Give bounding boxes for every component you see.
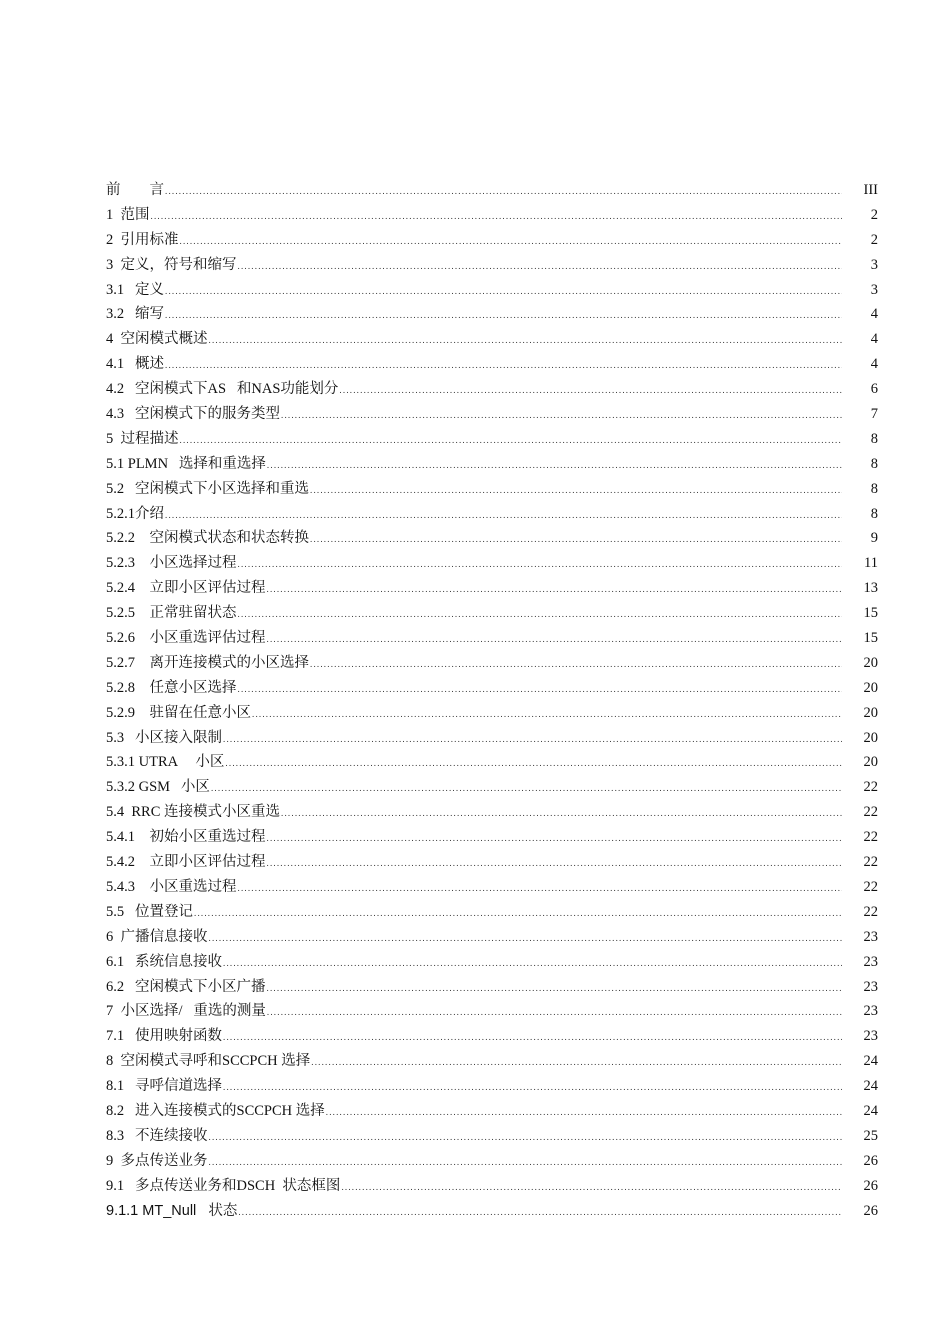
toc-entry-page: 20 — [863, 679, 878, 696]
toc-entry[interactable] — [106, 477, 880, 502]
toc-entry-page: 2 — [870, 231, 878, 248]
toc-entry[interactable] — [106, 601, 880, 626]
toc-entry-title: 8.3 不连续接收 — [106, 1127, 208, 1144]
toc-entry-title: 5.2.5 正常驻留状态 — [106, 605, 237, 622]
toc-entry-page: 7 — [870, 406, 878, 423]
toc-entry-page: 23 — [863, 1028, 878, 1045]
toc-leader-dots — [211, 776, 842, 801]
toc-entry-page: 24 — [863, 1102, 878, 1119]
toc-leader-dots — [223, 1025, 842, 1050]
toc-entry[interactable] — [106, 1024, 880, 1049]
toc-entry-page: 8 — [870, 480, 878, 497]
toc-entry-title: 7.1 使用映射函数 — [106, 1028, 222, 1045]
toc-entry[interactable] — [106, 228, 880, 253]
toc-entry-page: 26 — [863, 1177, 878, 1194]
toc-leader-dots — [223, 951, 842, 976]
toc-entry-page: 8 — [870, 455, 878, 472]
toc-entry[interactable] — [106, 775, 880, 800]
toc-entry-title: 5.5 位置登记 — [106, 903, 193, 920]
toc-entry[interactable] — [106, 999, 880, 1024]
toc-entry-title: 5.3.2 GSM 小区 — [106, 779, 210, 796]
toc-entry-title: 5.2.3 小区选择过程 — [106, 555, 237, 572]
toc-entry-title: 8.2 进入连接模式的SCCPCH 选择 — [106, 1102, 325, 1119]
toc-entry-page: 4 — [870, 306, 878, 323]
toc-leader-dots — [209, 1125, 843, 1150]
toc-entry-page: 9 — [870, 530, 878, 547]
toc-entry[interactable] — [106, 1074, 880, 1099]
toc-entry-title: 9 多点传送业务 — [106, 1152, 208, 1169]
toc-entry-title: 4.2 空闲模式下AS 和NAS功能划分 — [106, 381, 339, 398]
toc-entry[interactable] — [106, 676, 880, 701]
toc-entry-page: 26 — [863, 1152, 878, 1169]
toc-entry-title: 3.2 缩写 — [106, 306, 164, 323]
toc-leader-dots — [281, 801, 842, 826]
toc-leader-dots — [165, 279, 842, 304]
toc-entry-title: 2 引用标准 — [106, 231, 179, 248]
toc-leader-dots — [209, 926, 843, 951]
toc-entry[interactable] — [106, 950, 880, 975]
toc-entry-title: 8.1 寻呼信道选择 — [106, 1078, 222, 1095]
toc-entry-title: 8 空闲模式寻呼和SCCPCH 选择 — [106, 1053, 311, 1070]
toc-entry-title: 5.4.2 立即小区评估过程 — [106, 854, 266, 871]
toc-entry-title: 5.3.1 UTRA 小区 — [106, 754, 225, 771]
toc-entry-page: 25 — [863, 1127, 878, 1144]
toc-entry[interactable] — [106, 726, 880, 751]
toc-leader-dots — [165, 503, 842, 528]
toc-entry-page: 4 — [870, 331, 878, 348]
toc-entry[interactable] — [106, 452, 880, 477]
toc-leader-dots — [165, 303, 842, 328]
toc-leader-dots — [209, 328, 843, 353]
toc-entry[interactable] — [106, 626, 880, 651]
toc-leader-dots — [267, 851, 843, 876]
toc-entry-page: 15 — [863, 630, 878, 647]
toc-leader-dots — [310, 652, 842, 677]
toc-entry-page: 22 — [863, 804, 878, 821]
toc-leader-dots — [267, 976, 843, 1001]
toc-entry-title: 5.2.7 离开连接模式的小区选择 — [106, 654, 309, 671]
toc-entry-title: 5.2 空闲模式下小区选择和重选 — [106, 480, 309, 497]
toc-leader-dots — [326, 1100, 842, 1125]
toc-entry-page: 15 — [863, 605, 878, 622]
toc-leader-dots — [267, 826, 843, 851]
toc-entry-title: 前 言 — [106, 182, 164, 198]
toc-leader-dots — [267, 1000, 842, 1025]
toc-leader-dots — [238, 677, 843, 702]
toc-leader-dots — [165, 353, 842, 378]
toc-leader-dots — [238, 254, 843, 279]
toc-entry[interactable] — [106, 203, 880, 228]
toc-entry-title: 5.2.1介绍 — [106, 505, 164, 522]
toc-entry-title: 3 定义，符号和缩写 — [106, 256, 237, 273]
toc-entry-page: 20 — [863, 654, 878, 671]
toc-entry[interactable] — [106, 1149, 880, 1174]
toc-entry[interactable] — [106, 1049, 880, 1074]
toc-entry[interactable] — [106, 327, 880, 352]
toc-entry-title: 5.4 RRC 连接模式小区重选 — [106, 804, 281, 821]
toc-leader-dots — [267, 627, 843, 652]
toc-entry[interactable] — [106, 377, 880, 402]
toc-leader-dots — [238, 552, 843, 577]
toc-entry-title: 5.4.3 小区重选过程 — [106, 878, 237, 895]
toc-leader-dots — [267, 453, 842, 478]
toc-entry-title: 6.1 系统信息接收 — [106, 953, 222, 970]
toc-entry-page: III — [863, 182, 878, 198]
toc-entry[interactable] — [106, 551, 880, 576]
toc-entry-title: 5.4.1 初始小区重选过程 — [106, 829, 266, 846]
toc-entry-title: 6 广播信息接收 — [106, 928, 208, 945]
toc-entry-page: 22 — [863, 878, 878, 895]
toc-entry-title: 5.1 PLMN 选择和重选择 — [106, 455, 266, 472]
toc-leader-dots — [238, 602, 843, 627]
toc-leader-dots — [223, 1075, 842, 1100]
toc-entry-page: 8 — [870, 505, 878, 522]
toc-leader-dots — [194, 901, 842, 926]
toc-leader-dots — [180, 428, 843, 453]
toc-entry-title: 5 过程描述 — [106, 430, 179, 447]
toc-entry-page: 24 — [863, 1053, 878, 1070]
toc-entry-page: 23 — [863, 928, 878, 945]
toc-leader-dots — [209, 1150, 843, 1175]
toc-entry[interactable] — [106, 925, 880, 950]
toc-entry-page: 11 — [864, 555, 878, 572]
toc-leader-dots — [341, 1175, 842, 1200]
toc-entry[interactable] — [106, 178, 880, 203]
toc-entry[interactable] — [106, 502, 880, 527]
toc-leader-dots — [252, 702, 842, 727]
toc-entry[interactable] — [106, 800, 880, 825]
toc-entry-page: 3 — [870, 281, 878, 298]
toc-entry-page: 20 — [863, 754, 878, 771]
toc-leader-dots — [339, 378, 842, 403]
toc-entry[interactable] — [106, 427, 880, 452]
toc-entry-page: 22 — [863, 829, 878, 846]
toc-leader-dots — [281, 403, 842, 428]
toc-entry[interactable] — [106, 900, 880, 925]
toc-entry-page: 22 — [863, 854, 878, 871]
toc-entry-title: 5.2.6 小区重选评估过程 — [106, 630, 266, 647]
toc-entry-title: 9.1.1 MT_Null 状态 — [106, 1202, 238, 1219]
toc-leader-dots — [238, 876, 843, 901]
toc-leader-dots — [310, 478, 842, 503]
toc-entry[interactable] — [106, 825, 880, 850]
toc-entry-page: 23 — [863, 978, 878, 995]
toc-entry[interactable] — [106, 576, 880, 601]
toc-entry-page: 24 — [863, 1078, 878, 1095]
toc-entry-title: 5.3 小区接入限制 — [106, 729, 222, 746]
toc-entry-title: 4 空闲模式概述 — [106, 331, 208, 348]
toc-leader-dots — [267, 577, 843, 602]
toc-leader-dots — [223, 727, 842, 752]
toc-entry[interactable] — [106, 1099, 880, 1124]
toc-entry-page: 26 — [863, 1202, 878, 1219]
toc-entry[interactable] — [106, 278, 880, 303]
toc-entry[interactable] — [106, 1199, 880, 1224]
toc-entry[interactable] — [106, 975, 880, 1000]
toc-entry-page: 22 — [863, 779, 878, 796]
toc-entry-page: 20 — [863, 704, 878, 721]
toc-leader-dots — [311, 1050, 842, 1075]
toc-entry-title: 5.2.9 驻留在任意小区 — [106, 704, 251, 721]
toc-leader-dots — [165, 179, 842, 204]
toc-entry-title: 4.3 空闲模式下的服务类型 — [106, 406, 280, 423]
toc-entry-page: 4 — [870, 356, 878, 373]
toc-entry-page: 23 — [863, 953, 878, 970]
toc-entry-page: 23 — [863, 1003, 878, 1020]
toc-entry[interactable] — [106, 352, 880, 377]
toc-entry[interactable] — [106, 875, 880, 900]
toc-entry-title: 5.2.4 立即小区评估过程 — [106, 580, 266, 597]
toc-entry[interactable] — [106, 1174, 880, 1199]
toc-entry-title: 6.2 空闲模式下小区广播 — [106, 978, 266, 995]
toc-entry-title: 4.1 概述 — [106, 356, 164, 373]
toc-entry[interactable] — [106, 850, 880, 875]
toc-entry-page: 13 — [863, 580, 878, 597]
toc-entry[interactable] — [106, 302, 880, 327]
toc-leader-dots — [310, 527, 842, 552]
toc-entry-title: 3.1 定义 — [106, 281, 164, 298]
toc-entry[interactable] — [106, 253, 880, 278]
toc-entry[interactable] — [106, 701, 880, 726]
toc-entry-title: 1 范围 — [106, 206, 150, 223]
table-of-contents — [106, 178, 880, 1223]
toc-entry[interactable] — [106, 526, 880, 551]
toc-entry[interactable] — [106, 750, 880, 775]
toc-entry-title: 7 小区选择/ 重选的测量 — [106, 1003, 266, 1020]
toc-leader-dots — [180, 229, 843, 254]
toc-leader-dots — [225, 751, 842, 776]
toc-leader-dots — [238, 1200, 842, 1225]
toc-entry-page: 8 — [870, 430, 878, 447]
toc-entry-title: 9.1 多点传送业务和DSCH 状态框图 — [106, 1177, 341, 1194]
toc-entry-page: 2 — [870, 206, 878, 223]
toc-entry-page: 20 — [863, 729, 878, 746]
toc-entry-page: 22 — [863, 903, 878, 920]
toc-entry[interactable] — [106, 1124, 880, 1149]
toc-entry-title: 5.2.2 空闲模式状态和状态转换 — [106, 530, 309, 547]
toc-entry-title: 5.2.8 任意小区选择 — [106, 679, 237, 696]
toc-leader-dots — [151, 204, 843, 229]
toc-entry[interactable] — [106, 651, 880, 676]
toc-entry-page: 3 — [870, 256, 878, 273]
toc-entry-page: 6 — [870, 381, 878, 398]
toc-entry[interactable] — [106, 402, 880, 427]
